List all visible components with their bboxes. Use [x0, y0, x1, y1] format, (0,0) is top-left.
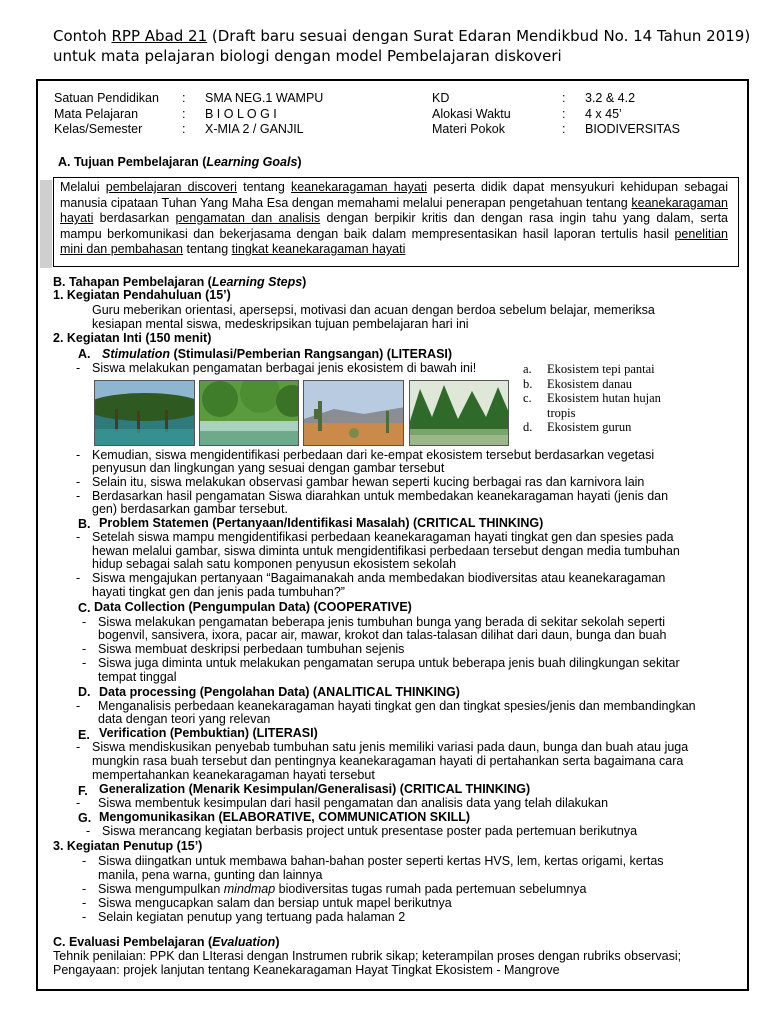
step-3-heading: 3. Kegiatan Penutup (15’)	[53, 839, 203, 853]
step-3-bullet-3: Siswa mengucapkan salam dan bersiap untuk mapel berikutnya	[98, 896, 452, 910]
identity-label-1: Satuan Pendidikan	[54, 91, 159, 105]
identity-colon-2: :	[182, 107, 186, 121]
stage-e-bullet-1-line-2: mungkin rasa buah tersebut dan pentingnya keanekaragaman hayati di pertahankan serta bagaimana cara	[92, 754, 684, 768]
ecosystem-item-d: d. Ekosistem gurun	[523, 420, 632, 434]
bullet: -	[82, 910, 87, 924]
bullet: -	[76, 361, 81, 375]
stage-a-bullet-4-line-2: gen) berdasarkan gambar tersebut.	[92, 502, 288, 516]
bullet: -	[76, 571, 81, 585]
stage-d-letter: D.	[78, 685, 91, 699]
stage-g-letter: G.	[78, 811, 92, 825]
section-a-heading: A. Tujuan Pembelajaran (Learning Goals)	[58, 155, 302, 169]
ecosystem-list	[523, 362, 661, 435]
identity-value2-3: BIODIVERSITAS	[585, 122, 680, 136]
stage-f-heading: Generalization (Menarik Kesimpulan/Generalisasi) (CRITICAL THINKING)	[99, 782, 531, 796]
bullet: -	[76, 448, 81, 462]
bullet: -	[86, 824, 91, 838]
stage-b-bullet-2-line-2: hayati tingkat gen dan jenis pada tumbuhan?”	[92, 585, 345, 599]
stage-a-bullet-3: Selain itu, siswa melakukan observasi gambar hewan seperti kucing berbagai ras dan karnivora lain	[92, 475, 645, 489]
section-c-heading: C. Evaluasi Pembelajaran (Evaluation)	[53, 935, 280, 949]
photo-desert-ecosystem	[303, 380, 404, 446]
stage-c-bullet-1-line-1: Siswa melakukan pengamatan beberapa jenis tumbuhan bunga yang berada di sekitar sekolah seperti	[98, 615, 666, 629]
step-3-bullet-4: Selain kegiatan penutup yang tertuang pada halaman 2	[98, 910, 406, 924]
identity-value-1: SMA NEG.1 WAMPU	[205, 91, 324, 105]
bullet: -	[82, 896, 87, 910]
stage-a-bullet-4-line-1: Berdasarkan hasil pengamatan Siswa diarahkan untuk membedakan keanekaragaman hayati (jenis dan	[92, 489, 669, 503]
stage-c-letter: C.	[78, 601, 91, 615]
goal-text: Melalui pembelajaran discoveri tentang keanekaragaman hayati peserta didik dapat mensyukuri kehidupan sebagai manusia cipataan Tuhan Yang Maha Esa dengan memahami melalui penerapan pengetahuan tentang keanekaragaman hayati berdasarkan pengamatan dan analisis dengan berpikir kritis dan dengan rasa ingin tahu yang dalam, serta mampu berkomunikasi dan bekerjasama dengan baik dalam mempresentasikan hasil laporan tertulis hasil penelitian mini dan pembahasan tentang tingkat keanekaragaman hayati	[60, 180, 729, 256]
stage-b-heading: Problem Statemen (Pertanyaan/Identifikasi Masalah) (CRITICAL THINKING)	[99, 516, 544, 530]
identity-colon2-3: :	[562, 122, 566, 136]
stage-b-bullet-1-line-2: hewan melalui gambar, siswa diminta untuk mengidentifikasi perbedaan tersebut dengan media tumbuhan	[92, 544, 680, 558]
identity-colon2-2: :	[562, 107, 566, 121]
identity-value2-2: 4 x 45’	[585, 107, 622, 121]
bullet: -	[76, 489, 81, 503]
ecosystem-item-a: a. Ekosistem tepi pantai	[523, 362, 655, 376]
identity-value-3: X-MIA 2 / GANJIL	[205, 122, 304, 136]
evaluation-line-2: Pengayaan: projek lanjutan tentang Keanekaragaman Hayat Tingkat Ekosistem - Mangrove	[53, 963, 560, 977]
identity-colon2-1: :	[562, 91, 566, 105]
identity-value-2: B I O L O G I	[205, 107, 277, 121]
stage-b-letter: B.	[78, 517, 91, 531]
step-2-heading: 2. Kegiatan Inti (150 menit)	[53, 331, 212, 345]
identity-label-2: Mata Pelajaran	[54, 107, 139, 121]
identity-colon-1: :	[182, 91, 186, 105]
stage-c-bullet-3-line-1: Siswa juga diminta untuk melakukan pengamatan serupa untuk beberapa jenis buah dilingkungan sekitar	[98, 656, 680, 670]
stage-b-bullet-1-line-1: Setelah siswa mampu mengidentifikasi perbedaan keanekaragaman hayati tingkat gen dan spesies pada	[92, 530, 674, 544]
bullet: -	[82, 656, 87, 670]
bullet: -	[76, 475, 81, 489]
step-1-text-2: kesiapan mental siswa, medeskripsikan tujuan pembelajaran hari ini	[92, 317, 469, 331]
identity-label2-2: Alokasi Waktu	[432, 107, 511, 121]
bullet: -	[82, 615, 87, 629]
step-3-bullet-2: Siswa mengumpulkan mindmap biodiversitas tugas rumah pada pertemuan sebelumnya	[98, 882, 587, 896]
stage-d-bullet-1-line-1: Menganalisis perbedaan keanekaragaman hayati tingkat gen dan tingkat spesies/jenis dan membandingkan	[98, 699, 696, 713]
evaluation-line-1: Tehnik penilaian: PPK dan LIterasi dengan Instrumen rubrik sikap; keterampilan proses dengan rubriks observasi;	[53, 949, 682, 963]
identity-label2-1: KD	[432, 91, 450, 105]
photo-lake-ecosystem	[199, 380, 299, 446]
stage-a-bullet-1: Siswa melakukan pengamatan berbagai jenis ekosistem di bawah ini!	[92, 361, 477, 375]
stage-d-bullet-1-line-2: data dengan teori yang relevan	[98, 712, 271, 726]
stage-g-heading: Mengomunikasikan (ELABORATIVE, COMMUNICATION SKILL)	[99, 810, 471, 824]
stage-f-bullet-1: Siswa membentuk kesimpulan dari hasil pengamatan dan analisis data yang telah dilakukan	[98, 796, 609, 810]
bullet: -	[82, 642, 87, 656]
bullet: -	[76, 740, 81, 754]
page-title-line-1: Contoh RPP Abad 21 (Draft baru sesuai dengan Surat Edaran Mendikbud No. 14 Tahun 2019)	[53, 27, 751, 45]
stage-a-heading: Stimulation (Stimulasi/Pemberian Rangsangan) (LITERASI)	[102, 347, 453, 361]
bullet: -	[76, 796, 81, 810]
stage-c-heading: Data Collection (Pengumpulan Data) (COOPERATIVE)	[94, 600, 412, 614]
stage-e-letter: E.	[78, 728, 90, 742]
bullet: -	[82, 882, 87, 896]
stage-a-bullet-2-line-1: Kemudian, siswa mengidentifikasi perbedaan dari ke-empat ekosistem tersebut berdasarkan vegetasi	[92, 448, 655, 462]
ecosystem-item-b: b. Ekosistem danau	[523, 376, 633, 391]
stage-a-letter: A.	[78, 347, 91, 361]
identity-value2-1: 3.2 & 4.2	[585, 91, 636, 105]
step-1-text-1: Guru meberikan orientasi, apersepsi, motivasi dan acuan dengan berdoa sebelum belajar, memeriksa	[92, 303, 655, 317]
stage-f-letter: F.	[78, 784, 88, 798]
bullet: -	[76, 530, 81, 544]
photo-rainforest-ecosystem	[409, 380, 509, 446]
stage-a-bullet-2-line-2: penyusun dan lingkungan yang sesuai dengan gambar tersebut	[92, 461, 445, 475]
page-title-line-2: untuk mata pelajaran biologi dengan model Pembelajaran diskoveri	[53, 47, 562, 65]
stage-d-heading: Data processing (Pengolahan Data) (ANALITICAL THINKING)	[99, 685, 460, 699]
ecosystem-item-c-cont: tropis	[547, 405, 576, 420]
bullet: -	[76, 699, 81, 713]
stage-b-bullet-2-line-1: Siswa mengajukan pertanyaan “Bagaimanakah anda membedakan biodiversitas atau keanekaragaman	[92, 571, 666, 585]
photo-coastal-ecosystem	[94, 380, 195, 446]
step-3-bullet-1-line-1: Siswa diingatkan untuk membawa bahan-bahan poster seperti kertas HVS, lem, kertas origami, kertas	[98, 854, 664, 868]
identity-colon-3: :	[182, 122, 186, 136]
section-b-heading: B. Tahapan Pembelajaran (Learning Steps)	[53, 275, 307, 289]
identity-label-3: Kelas/Semester	[54, 122, 143, 136]
stage-e-bullet-1-line-1: Siswa mendiskusikan penyebab tumbuhan satu jenis memiliki variasi pada daun, bunga dan buah atau juga	[92, 740, 689, 754]
identity-label2-3: Materi Pokok	[432, 122, 505, 136]
stage-c-bullet-1-line-2: bogenvil, sansivera, ixora, pacar air, mawar, krokot dan talas-talasan dilihat dari daun, bunga dan buah	[98, 628, 667, 642]
bullet: -	[82, 854, 87, 868]
stage-c-bullet-3-line-2: tempat tinggal	[98, 670, 177, 684]
stage-g-bullet-1: Siswa merancang kegiatan berbasis project untuk presentase poster pada pertemuan berikutnya	[102, 824, 638, 838]
goal-box-shade	[40, 180, 52, 268]
step-3-bullet-1-line-2: manila, pena warna, gunting dan lainnya	[98, 868, 323, 882]
step-1-heading: 1. Kegiatan Pendahuluan (15’)	[53, 288, 231, 302]
ecosystem-item-c: c. Ekosistem hutan hujan	[523, 391, 661, 405]
stage-c-bullet-2: Siswa membuat deskripsi perbedaan tumbuhan sejenis	[98, 642, 405, 656]
stage-b-bullet-1-line-3: hidup sebagai salah satu komponen penyusun ekosistem sekolah	[92, 557, 457, 571]
stage-e-heading: Verification (Pembuktian) (LITERASI)	[99, 726, 318, 740]
stage-e-bullet-1-line-3: mempertahankan keanekaragaman hayati tersebut	[92, 768, 375, 782]
